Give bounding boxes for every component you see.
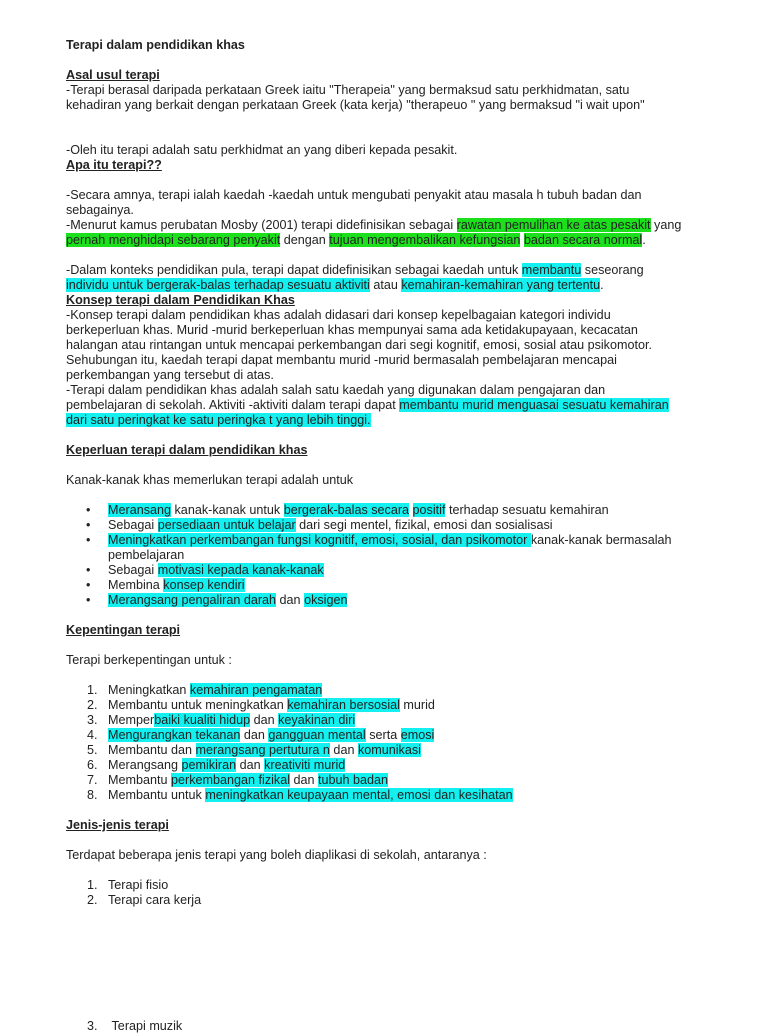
- section-intro: Terdapat beberapa jenis terapi yang boleh diaplikasi di sekolah, antaranya :: [66, 848, 487, 862]
- highlight-cyan: keyakinan diri: [278, 713, 356, 727]
- list-item: 6. Merangsang pemikiran dan kreativiti murid: [87, 758, 346, 772]
- paragraph-line: -Dalam konteks pendidikan pula, terapi dapat didefinisikan sebagai kaedah untuk membantu seseorang: [66, 263, 644, 277]
- highlight-cyan: baiki kualiti hidup: [154, 713, 251, 727]
- section-heading-keperluan-terapi: Keperluan terapi dalam pendidikan khas: [66, 443, 308, 457]
- list-item: • Membina konsep kendiri: [66, 578, 726, 593]
- highlight-cyan: meningkatkan keupayaan mental, emosi dan kesihatan: [205, 788, 513, 802]
- highlight-cyan: kemahiran pengamatan: [189, 683, 323, 697]
- highlight-cyan: tubuh badan: [318, 773, 389, 787]
- list-number: 2.: [87, 893, 98, 907]
- section-intro: Terapi berkepentingan untuk :: [66, 653, 232, 667]
- list-item: 1. Terapi fisio: [87, 878, 169, 892]
- list-item: • Meningkatkan perkembangan fungsi kognitif, emosi, sosial, dan psikomotor kanak-kanak bermasalah pembelajaran: [66, 533, 726, 563]
- paragraph-line: pembelajaran di sekolah. Aktiviti -aktiviti dalam terapi dapat membantu murid menguasai sesuatu kemahiran: [66, 398, 669, 412]
- paragraph-line: perkembangan yang tersebut di atas.: [66, 368, 274, 382]
- document-title: Terapi dalam pendidikan khas: [66, 38, 245, 52]
- list-item: • Sebagai motivasi kepada kanak-kanak: [66, 563, 726, 578]
- section-heading-apa-itu-terapi: Apa itu terapi??: [66, 158, 162, 172]
- highlight-cyan: dari satu peringkat ke satu peringka t yang lebih tinggi.: [66, 413, 371, 427]
- list-item: 7. Membantu perkembangan fizikal dan tubuh badan: [87, 773, 389, 787]
- list-item: 3. Memperbaiki kualiti hidup dan keyakinan diri: [87, 713, 356, 727]
- highlight-cyan: Merangsang pengaliran darah: [108, 593, 277, 607]
- paragraph-line: pernah menghidapi sebarang penyakit dengan tujuan mengembalikan kefungsian badan secara normal.: [66, 233, 646, 247]
- list-item: • Sebagai persediaan untuk belajar dari segi mentel, fizikal, emosi dan sosialisasi: [66, 518, 726, 533]
- list-number: 8.: [87, 788, 98, 802]
- highlight-green: rawatan pemulihan ke atas pesakit: [456, 218, 651, 232]
- highlight-cyan: Meransang: [108, 503, 172, 517]
- list-item: • Merangsang pengaliran darah dan oksigen: [66, 593, 726, 608]
- list-number: 3.: [87, 713, 98, 727]
- paragraph-line: -Terapi berasal daripada perkataan Greek iaitu "Therapeia" yang bermaksud satu perkhidmatan, satu: [66, 83, 630, 97]
- highlight-cyan: kreativiti murid: [264, 758, 346, 772]
- list-number: 3.: [87, 1019, 98, 1033]
- paragraph-line: -Terapi dalam pendidikan khas adalah salah satu kaedah yang digunakan dalam pengajaran dan: [66, 383, 606, 397]
- list-item: 5. Membantu dan merangsang pertutura n dan komunikasi: [87, 743, 421, 757]
- bullet-list-keperluan: [66, 503, 726, 608]
- list-item: 4. Mengurangkan tekanan dan gangguan mental serta emosi: [87, 728, 435, 742]
- highlight-green: pernah menghidapi sebarang penyakit: [66, 233, 281, 247]
- list-number: 1.: [87, 683, 98, 697]
- numbered-list-jenis: [66, 878, 726, 908]
- highlight-green: badan secara normal: [523, 233, 643, 247]
- highlight-cyan: motivasi kepada kanak-kanak: [157, 563, 324, 577]
- list-number: 7.: [87, 773, 98, 787]
- highlight-cyan: pemikiran: [181, 758, 237, 772]
- highlight-cyan: perkembangan fizikal: [171, 773, 291, 787]
- highlight-cyan: kemahiran bersosial: [287, 698, 400, 712]
- highlight-cyan: membantu murid menguasai sesuatu kemahiran: [399, 398, 669, 412]
- paragraph-line: -Menurut kamus perubatan Mosby (2001) terapi didefinisikan sebagai rawatan pemulihan ke atas pesakit yang: [66, 218, 682, 232]
- section-heading-asal-usul: Asal usul terapi: [66, 68, 160, 82]
- paragraph-line: -Konsep terapi dalam pendidikan khas adalah didasari dari konsep kepelbagaian kategori individu: [66, 308, 611, 322]
- document-page: [66, 38, 726, 908]
- paragraph-line: [66, 413, 726, 428]
- highlight-cyan: positif: [412, 503, 446, 517]
- section-intro: Kanak-kanak khas memerlukan terapi adalah untuk: [66, 473, 354, 487]
- section-heading-konsep-terapi: Konsep terapi dalam Pendidikan Khas: [66, 293, 295, 307]
- section-heading-kepentingan-terapi: Kepentingan terapi: [66, 623, 181, 637]
- highlight-cyan: individu untuk bergerak-balas terhadap sesuatu aktiviti: [66, 278, 370, 292]
- paragraph-line: Sehubungan itu, kaedah terapi dapat membantu murid -murid bermasalah pembelajaran mencapai: [66, 353, 617, 367]
- paragraph-line: individu untuk bergerak-balas terhadap sesuatu aktiviti atau kemahiran-kemahiran yang tertentu.: [66, 278, 604, 292]
- highlight-cyan: kemahiran-kemahiran yang tertentu: [401, 278, 601, 292]
- highlight-cyan: oksigen: [304, 593, 348, 607]
- highlight-cyan: merangsang pertutura n: [195, 743, 330, 757]
- highlight-cyan: konsep kendiri: [163, 578, 245, 592]
- highlight-cyan: Mengurangkan tekanan: [108, 728, 241, 742]
- paragraph-line: -Oleh itu terapi adalah satu perkhidmat an yang diberi kepada pesakit.: [66, 143, 458, 157]
- paragraph-line: sebagainya.: [66, 203, 134, 217]
- highlight-cyan: Meningkatkan perkembangan fungsi kognitif, emosi, sosial, dan psikomotor: [108, 533, 531, 547]
- section-heading-jenis-terapi: Jenis-jenis terapi: [66, 818, 169, 832]
- highlight-green: tujuan mengembalikan kefungsian: [329, 233, 521, 247]
- highlight-cyan: bergerak-balas secara: [283, 503, 410, 517]
- paragraph-line: -Secara amnya, terapi ialah kaedah -kaedah untuk mengubati penyakit atau masala h tubuh badan dan: [66, 188, 642, 202]
- list-item: 2. Membantu untuk meningkatkan kemahiran bersosial murid: [87, 698, 435, 712]
- paragraph-line: berkeperluan khas. Murid -murid berkeperluan khas mempunyai sama ada ketidakupayaan, kecacatan: [66, 323, 638, 337]
- list-number: 5.: [87, 743, 98, 757]
- list-item: 1. Meningkatkan kemahiran pengamatan: [87, 683, 323, 697]
- list-item: • Meransang kanak-kanak untuk bergerak-balas secara positif terhadap sesuatu kemahiran: [66, 503, 726, 518]
- highlight-cyan: persediaan untuk belajar: [157, 518, 296, 532]
- numbered-list-kepentingan: [66, 683, 726, 803]
- highlight-cyan: emosi: [400, 728, 435, 742]
- paragraph-line: kehadiran yang berkait dengan perkataan Greek (kata kerja) "therapeuo " yang bermaksud "i wait upon": [66, 98, 645, 112]
- highlight-cyan: gangguan mental: [268, 728, 366, 742]
- list-item: 2. Terapi cara kerja: [87, 893, 202, 907]
- list-number: 1.: [87, 878, 98, 892]
- paragraph-line: halangan atau rintangan untuk mencapai perkembangan dari segi kognitif, emosi, sosial atau psikomotor.: [66, 338, 652, 352]
- highlight-cyan: membantu: [521, 263, 582, 277]
- list-number: 4.: [87, 728, 98, 742]
- list-number: 2.: [87, 698, 98, 712]
- list-item-partial: 3. Terapi muzik: [87, 1019, 183, 1033]
- list-number: 6.: [87, 758, 98, 772]
- highlight-cyan: komunikasi: [357, 743, 421, 757]
- list-item: 8. Membantu untuk meningkatkan keupayaan mental, emosi dan kesihatan: [87, 788, 513, 802]
